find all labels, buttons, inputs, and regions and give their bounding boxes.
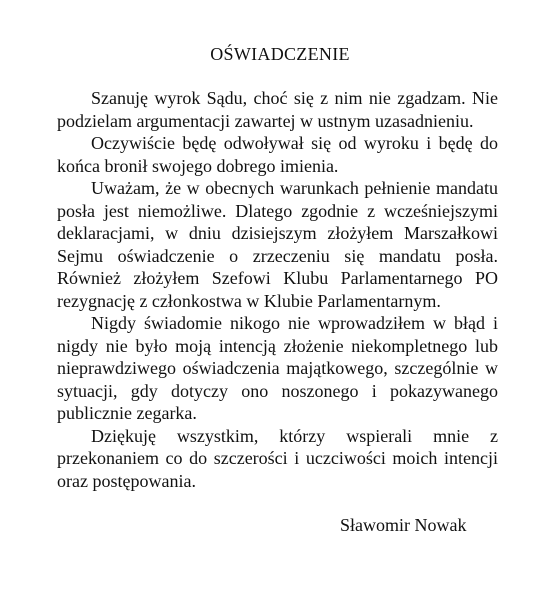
paragraph-appeal: Oczywiście będę odwoływał się od wyroku i będę do końca bronił swojego dobrego imienia. xyxy=(57,133,498,176)
paragraph-asset-declaration: Nigdy świadomie nikogo nie wprowadziłem w błąd i nigdy nie było moją intencją złożenie niekompletnego lub nieprawdziwego oświadczenia majątkowego, szczególnie w sytuacji, gdy dotyczy ono noszonego i pokazywanego publicznie zegarka. xyxy=(57,313,498,423)
paragraph-thanks: Dziękuję wszystkim, którzy wspierali mnie z przekonaniem co do szczerości i uczciwości moich intencji oraz postępowania. xyxy=(57,425,498,491)
document-title: OŚWIADCZENIE xyxy=(210,44,350,64)
paragraph-mandate-resignation: Uważam, że w obecnych warunkach pełnienie mandatu posła jest niemożliwe. Dlatego zgodnie z wcześniejszymi deklaracjami, w dniu dzisiejszym złożyłem Marszałkowi Sejmu oświadczenie o zrzeczeniu się mandatu posła. Również złożyłem Szefowi Klubu Parlamentarnego PO rezygnację z członkostwa w Klubie Parlamentarnym. xyxy=(57,178,498,311)
document-body xyxy=(57,87,498,492)
signature: Sławomir Nowak xyxy=(340,515,467,535)
paragraph-court-ruling: Szanuję wyrok Sądu, choć się z nim nie zgadzam. Nie podzielam argumentacji zawartej w ustnym uzasadnieniu. xyxy=(57,88,498,131)
